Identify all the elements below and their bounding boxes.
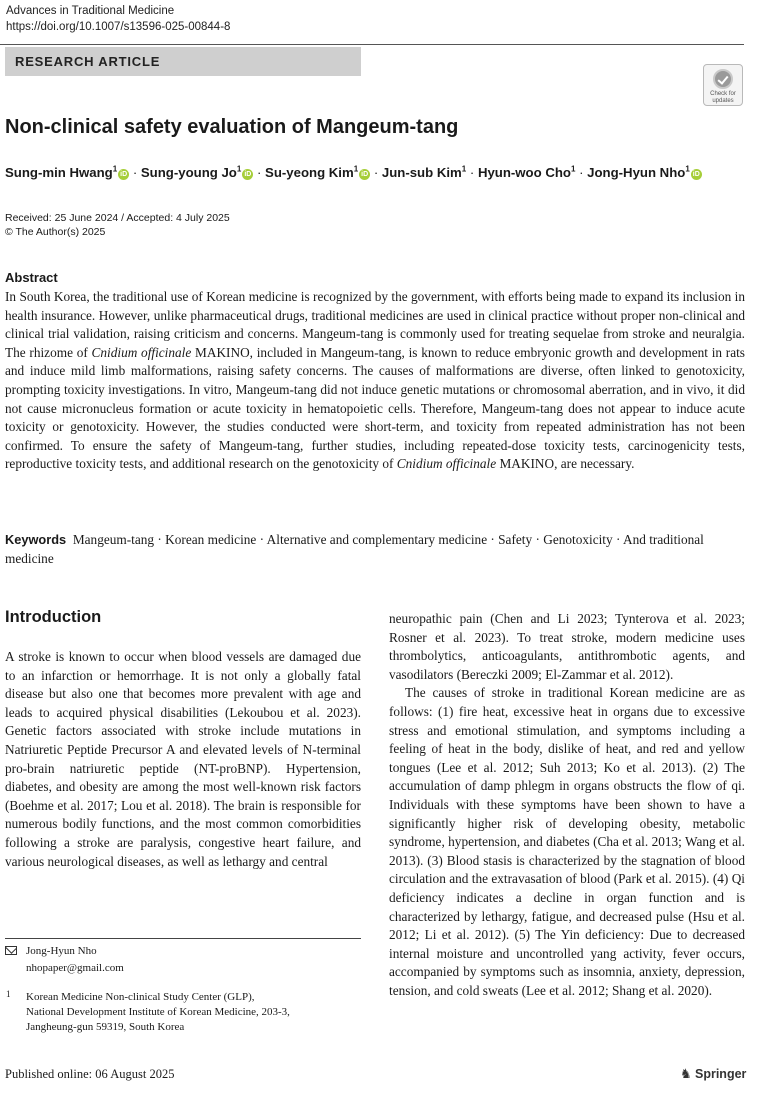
springer-horse-icon: ♞ [680, 1066, 692, 1081]
publisher-name: Springer [695, 1067, 747, 1081]
species-name: Cnidium officinale [396, 456, 497, 472]
author-name[interactable]: Sung-min Hwang [5, 165, 113, 180]
affiliation-text [26, 990, 366, 1035]
abstract-text-2: MAKINO, included in Mangeum-tang, is known to reduce embryonic growth and development in rats and induce mild limb malformations, raising safety concerns. The causes of malformations are diverse, often linked to genotoxicity, prompting toxicity investigations. In vitro, Mangeum-tang did not induce genetic mutations or chromosomal aberration, and in vivo, it did not cause micronucleus formation or acute toxicity in hematopoietic cells. Therefore, Mangeum-tang does not appear to induce acute toxicity or genotoxicity. However, the studies conducted were short-term, and toxicity from repeated administration has not been confirmed. To ensure the safety of Mangeum-tang, further studies, including repeated-dose toxicity tests, carcinogenicity tests, reproductive toxicity tests, and additional research on the genotoxicity of [5, 344, 745, 472]
author-affiliation-marker: 1 [570, 164, 576, 174]
introduction-heading: Introduction [5, 608, 102, 626]
author-name[interactable]: Jong-Hyun Nho [587, 165, 686, 180]
author-affiliation-marker: 1 [112, 164, 118, 174]
author-affiliation-marker: 1 [236, 164, 242, 174]
author-separator: · [253, 165, 266, 180]
author-separator: · [370, 165, 382, 180]
copyright-notice: © The Author(s) 2025 [5, 226, 106, 238]
check-updates-icon [713, 69, 733, 89]
affiliation-line: National Development Institute of Korean Medicine, 203-3, [26, 1006, 290, 1018]
author-list [5, 164, 755, 182]
author-affiliation-marker: 1 [685, 164, 690, 174]
intro-right-paragraph-1: neuropathic pain (Chen and Li 2023; Tynterova et al. 2023; Rosner et al. 2023). To treat stroke, modern medicine uses thrombolytics, anticoagulants, antithrombotic agents, and vasodilators (Bereczki 2009; El-Zammar et al. 2012). [389, 611, 745, 682]
keywords-list: Mangeum-tang · Korean medicine · Alternative and complementary medicine · Safety · Genotoxicity · And traditional medicine [5, 532, 704, 566]
received-accepted-dates: Received: 25 June 2024 / Accepted: 4 July 2025 [5, 212, 230, 224]
author-separator: · [129, 165, 141, 180]
published-online-date: Published online: 06 August 2025 [5, 1067, 175, 1081]
keywords [5, 530, 745, 568]
affiliation-line: Jangheung-gun 59319, South Korea [26, 1021, 185, 1033]
abstract-text-3: MAKINO, are necessary. [496, 456, 635, 472]
author-affiliation-marker: 1 [353, 164, 359, 174]
intro-right-column [389, 610, 745, 1000]
corresponding-author-name: Jong-Hyun Nho [26, 945, 97, 957]
author-name[interactable]: Su-yeong Kim [265, 165, 354, 180]
doi-link[interactable]: https://doi.org/10.1007/s13596-025-00844-8 [6, 21, 231, 33]
publisher-logo [680, 1066, 746, 1082]
author-separator: · [466, 165, 478, 180]
abstract-body [5, 288, 745, 474]
header-divider [0, 44, 744, 45]
author-separator: · [575, 165, 588, 180]
abstract-text-1: In South Korea, the traditional use of Korean medicine is recognized by the government, with efforts being made to expand its inclusion in health insurance. However, unlike pharmaceutical drugs, traditional medicines are used in clinical practice without proper non-clinical and clinical trial validation, raising criticism and concerns. Mangeum-tang is commonly used for treating sequelae from stroke and neuralgia. The rhizome of [5, 289, 745, 360]
journal-name: Advances in Traditional Medicine [6, 5, 175, 17]
affiliation-line: Korean Medicine Non-clinical Study Center (GLP), [26, 991, 255, 1003]
affiliation-number: 1 [6, 989, 11, 999]
abstract-heading: Abstract [5, 270, 58, 285]
keywords-label: Keywords [5, 532, 67, 547]
check-updates-label: Check for updates [710, 91, 736, 104]
article-title: Non-clinical safety evaluation of Mangeum-tang [5, 116, 459, 138]
orcid-icon[interactable]: iD [244, 171, 252, 178]
footnote-divider [5, 938, 361, 939]
orcid-icon[interactable]: iD [361, 171, 369, 178]
envelope-icon [5, 946, 17, 955]
author-name[interactable]: Sung-young Jo [140, 165, 237, 180]
corresponding-author-email[interactable]: nhopaper@gmail.com [26, 962, 124, 974]
author-name[interactable]: Hyun-woo Cho [477, 165, 571, 180]
species-name: Cnidium officinale [91, 344, 192, 360]
article-type-banner: RESEARCH ARTICLE [5, 47, 361, 76]
orcid-icon[interactable]: iD [120, 171, 128, 178]
check-for-updates-button[interactable] [703, 64, 743, 106]
intro-left-column: A stroke is known to occur when blood vessels are damaged due to an infarction or hemorrhage. It is not only a globally fatal disease but also one that becomes more prevalent with age and leads to acquired physical disabilities (Lekoubou et al. 2023). Genetic factors associated with stroke include mutations in Natriuretic Peptide Precursor A and elevated levels of N-terminal pro-brain natriuretic peptide (NT-proBNP). Hypertension, diabetes, and obesity are among the most well-known risk factors (Boehme et al. 2017; Lou et al. 2018). The brain is responsible for numerous bodily functions, and the most common comorbidities following a stroke are paralysis, congestive heart failure, and various neurological diseases, as well as lethargy and central [5, 649, 361, 869]
author-affiliation-marker: 1 [461, 164, 467, 174]
author-name[interactable]: Jun-sub Kim [381, 165, 462, 180]
intro-right-paragraph-2: The causes of stroke in traditional Korean medicine are as follows: (1) fire heat, excessive heat in organs due to excessive stress and emotional stimulation, and symptoms including a feeling of heat in the body, dislike of heat, and red and yellow tongues (Lee et al. 2012; Suh 2013; Ko et al. 2013). (2) The accumulation of damp phlegm in organs obstructs the flow of qi. Individuals with these symptoms have been shown to have a significantly higher risk of developing obesity, metabolic syndrome, hypertension, and diabetes (Cha et al. 2013; Wang et al. 2013). (3) Blood stasis is characterized by the stagnation of blood circulation and the extravasation of blood (Park et al. 2015). (4) Qi deficiency indicates a decline in organ function and is characterized by lethargy, fatigue, and decreased pulse (Hsu et al. 2012; Li et al. 2012). (5) The Yin deficiency: Due to decreased internal moisture and uncontrolled yang activity, fever occurs, accompanied by symptoms such as insomnia, anxiety, depression, tension, and cold sweats (Lee et al. 2012; Shang et al. 2020). [389, 685, 745, 998]
orcid-icon[interactable]: iD [692, 171, 700, 178]
